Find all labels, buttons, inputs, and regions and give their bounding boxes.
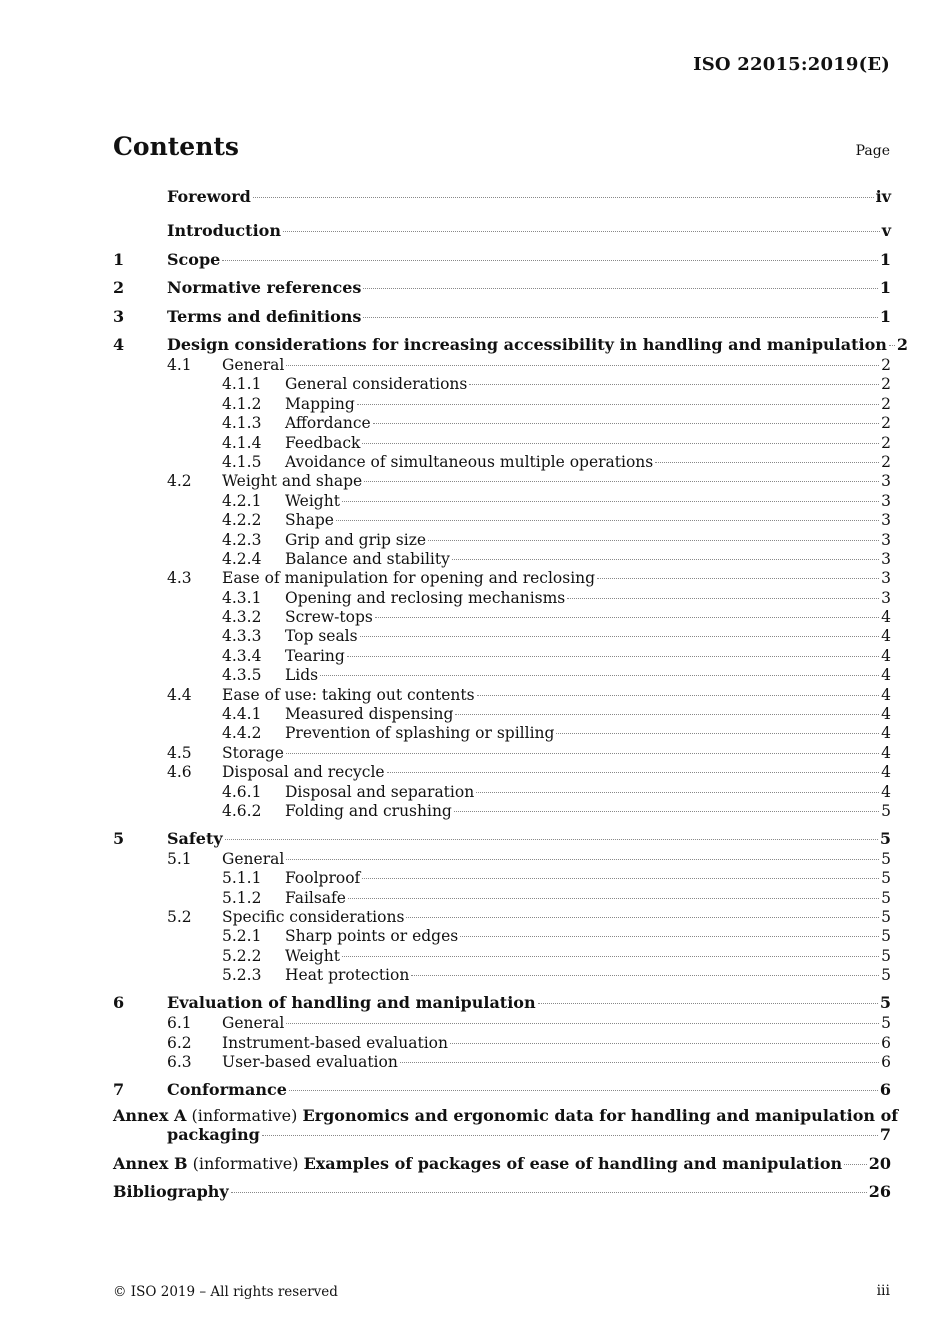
dot-leader: [289, 1090, 878, 1091]
toc-entry[interactable]: [113, 947, 891, 966]
toc-entry-number: 4.6.1: [222, 782, 262, 801]
toc-entry-title: Bibliography: [113, 1182, 229, 1201]
toc-entry-number: 4.4: [167, 685, 192, 704]
toc-entry-number: 7: [113, 1079, 125, 1099]
toc-entry-title: Balance and stability: [285, 549, 450, 568]
toc-entry-number: 6.1: [167, 1014, 192, 1033]
annex-label: Annex B: [113, 1153, 188, 1173]
toc-entry-number: 4.2: [167, 472, 192, 491]
toc-entry-number: 4.3.2: [222, 608, 262, 627]
dot-leader: [360, 636, 880, 637]
dot-leader: [342, 956, 879, 957]
toc-entry[interactable]: [113, 569, 891, 588]
toc-entry[interactable]: [113, 821, 891, 850]
page-column-label: Page: [855, 143, 890, 159]
toc-entry[interactable]: [113, 185, 891, 214]
toc-entry-page: 6: [879, 1079, 891, 1099]
toc-entry-number: 5.2: [167, 908, 192, 927]
toc-entry[interactable]: [113, 1034, 891, 1053]
dot-leader: [477, 695, 880, 696]
toc-entry-title: Disposal and recycle: [222, 763, 385, 782]
toc-entry-page: 2: [896, 335, 909, 354]
annex-entry[interactable]: [113, 1154, 891, 1173]
dot-leader: [538, 1003, 878, 1004]
toc-entry-number: 5.2.3: [222, 966, 262, 985]
dot-leader: [357, 404, 879, 405]
toc-entry-title: Weight and shape: [222, 472, 363, 491]
toc-entry[interactable]: [113, 889, 891, 908]
toc-entry-page: v: [881, 221, 891, 240]
toc-entry[interactable]: [113, 453, 891, 472]
toc-entry-title: Evaluation of handling and manipulation: [167, 993, 536, 1013]
toc-entry[interactable]: [113, 666, 891, 685]
toc-entry-title: Introduction: [167, 221, 281, 240]
toc-entry-title: Foolproof: [285, 869, 361, 888]
toc-entry-page: 4: [881, 724, 891, 743]
annex-line: [113, 1125, 891, 1144]
toc-entry[interactable]: [113, 472, 891, 491]
toc-entry-title: Opening and reclosing mechanisms: [285, 588, 566, 607]
toc-entry-number: 4.3.4: [222, 646, 262, 665]
toc-entry-number: 4.3.1: [222, 588, 262, 607]
annex-page: 20: [868, 1153, 891, 1173]
toc-entry[interactable]: [113, 434, 891, 453]
toc-entry-page: 2: [881, 433, 891, 452]
toc-entry-page: 4: [881, 705, 891, 724]
toc-entry-number: 4.3: [167, 569, 192, 588]
dot-leader: [362, 878, 879, 879]
toc-entry[interactable]: [113, 627, 891, 646]
toc-entry-title: Prevention of splashing or spilling: [285, 724, 555, 743]
annex-label: Annex A: [113, 1105, 187, 1125]
dot-leader: [556, 733, 879, 734]
toc-entry[interactable]: [113, 299, 891, 328]
annex-line: [113, 1105, 899, 1125]
toc-entry-page: 5: [881, 927, 891, 946]
toc-entry-page: 5: [881, 1014, 891, 1033]
toc-entry-number: 4.1.2: [222, 394, 262, 413]
toc-entry[interactable]: [113, 1014, 891, 1033]
dot-leader: [253, 197, 874, 198]
toc-entry-number: 4.3.5: [222, 666, 262, 685]
toc-entry[interactable]: [113, 927, 891, 946]
document-id: ISO 22015:2019(E): [693, 54, 890, 75]
toc-entry-page: 3: [881, 530, 891, 549]
toc-entry[interactable]: [113, 647, 891, 666]
toc-entry-title: General considerations: [285, 375, 468, 394]
toc-entry-number: 4.1.3: [222, 414, 262, 433]
dot-leader: [363, 317, 877, 318]
dot-leader: [428, 540, 879, 541]
toc-entry[interactable]: [113, 531, 891, 550]
toc-entry-bibliography[interactable]: [113, 1173, 891, 1202]
toc-entry-title: Avoidance of simultaneous multiple operations: [285, 452, 654, 471]
toc-entry-number: 4.2.4: [222, 549, 262, 568]
dot-leader: [375, 617, 879, 618]
toc-entry-title: Storage: [222, 743, 284, 762]
toc-entry-title: Disposal and separation: [285, 782, 475, 801]
toc-entry-number: 5.2.1: [222, 927, 262, 946]
dot-leader: [889, 345, 895, 346]
toc-entry-page: 5: [881, 966, 891, 985]
dot-leader: [348, 898, 879, 899]
toc-entry[interactable]: [113, 550, 891, 569]
toc-entry-page: 2: [881, 356, 891, 374]
dot-leader: [286, 753, 879, 754]
toc-entry-number: 4.4.2: [222, 724, 262, 743]
toc-entry-title: Measured dispensing: [285, 705, 454, 724]
toc-entry-title: Scope: [167, 249, 221, 269]
dot-leader: [387, 772, 880, 773]
dot-leader: [286, 859, 879, 860]
dot-leader: [262, 1135, 878, 1136]
toc-entry[interactable]: [113, 724, 891, 743]
toc-entry[interactable]: [113, 686, 891, 705]
dot-leader: [283, 231, 880, 232]
annex-type: (informative): [192, 1153, 299, 1173]
toc-entry-title: Instrument-based evaluation: [222, 1033, 448, 1052]
toc-entry-number: 4.3.3: [222, 627, 262, 646]
annex-title-continued: packaging: [167, 1125, 260, 1145]
toc-entry-title: General: [222, 1014, 285, 1033]
toc-entry[interactable]: [113, 356, 891, 375]
toc-entry[interactable]: [113, 1053, 891, 1072]
toc-entry[interactable]: [113, 1072, 891, 1101]
toc-entry-number: 4.4.1: [222, 705, 262, 724]
toc-entry[interactable]: [113, 802, 891, 821]
toc-entry-number: 6: [113, 993, 125, 1013]
toc-entry-title: Heat protection: [285, 966, 410, 985]
dot-leader: [364, 481, 879, 482]
toc-entry-page: 26: [868, 1182, 891, 1201]
toc-entry-title: Normative references: [167, 278, 362, 297]
toc-entry-title: Design considerations for increasing accessibility in handling and manipulation: [167, 335, 887, 354]
toc-entry-number: 5: [113, 828, 125, 848]
dot-leader: [469, 384, 879, 385]
toc-entry-page: 4: [881, 763, 891, 782]
dot-leader: [655, 462, 879, 463]
toc-entry[interactable]: [113, 908, 891, 927]
dot-leader: [400, 1062, 879, 1063]
annex-entry[interactable]: [113, 1105, 899, 1145]
toc-entry[interactable]: [113, 589, 891, 608]
toc-entry-number: 4.6.2: [222, 801, 262, 820]
toc-entry-page: 4: [881, 743, 891, 762]
table-of-contents: [113, 185, 909, 1202]
dot-leader: [225, 839, 878, 840]
toc-entry-number: 6.2: [167, 1033, 192, 1052]
toc-entry-page: 5: [879, 993, 891, 1013]
toc-entry-page: 5: [881, 946, 891, 965]
dot-leader: [286, 365, 879, 366]
toc-entry-number: 5.1.2: [222, 888, 262, 907]
toc-entry-title: User-based evaluation: [222, 1052, 398, 1071]
toc-entry-page: 2: [881, 394, 891, 413]
toc-entry-title: Lids: [285, 666, 319, 685]
toc-entry[interactable]: [113, 608, 891, 627]
dot-leader: [455, 714, 879, 715]
toc-entry-page: 4: [881, 666, 891, 685]
toc-entry-page: 3: [881, 511, 891, 530]
toc-entry[interactable]: [113, 328, 909, 357]
toc-entry-title: Ease of use: taking out contents: [222, 685, 475, 704]
toc-entry-number: 4.5: [167, 743, 192, 762]
page-title: Contents: [113, 132, 240, 161]
dot-leader: [347, 656, 879, 657]
toc-entry-title: Top seals: [285, 627, 358, 646]
toc-entry-page: 4: [881, 782, 891, 801]
dot-leader: [373, 423, 879, 424]
toc-entry[interactable]: [113, 492, 891, 511]
dot-leader: [362, 443, 879, 444]
toc-entry-title: General: [222, 356, 285, 374]
toc-entry-page: 6: [881, 1052, 891, 1071]
dot-leader: [450, 1043, 879, 1044]
toc-entry[interactable]: [113, 966, 891, 985]
toc-entry-page: 3: [881, 588, 891, 607]
toc-entry-title: General: [222, 849, 285, 868]
toc-entry-page: 5: [881, 849, 891, 868]
toc-entry-number: 4.1.1: [222, 375, 262, 394]
toc-entry-title: Tearing: [285, 646, 345, 665]
dot-leader: [597, 578, 879, 579]
annex-page: 7: [879, 1125, 891, 1145]
dot-leader: [336, 520, 879, 521]
toc-entry-page: 3: [881, 491, 891, 510]
toc-entry-number: 4.1.4: [222, 433, 262, 452]
toc-entry-title: Conformance: [167, 1079, 287, 1099]
toc-entry[interactable]: [113, 783, 891, 802]
toc-entry-page: 5: [881, 888, 891, 907]
dot-leader: [411, 975, 879, 976]
toc-entry-title: Terms and definitions: [167, 306, 362, 326]
dot-leader: [454, 811, 879, 812]
toc-entry[interactable]: [113, 375, 891, 394]
toc-entry-title: Folding and crushing: [285, 801, 452, 820]
toc-entry-number: 5.2.2: [222, 946, 262, 965]
toc-entry-title: Affordance: [285, 414, 371, 433]
toc-entry-page: 1: [879, 306, 891, 326]
toc-entry[interactable]: [113, 242, 891, 271]
toc-entry-page: iv: [875, 187, 891, 206]
toc-entry[interactable]: [113, 414, 891, 433]
toc-entry[interactable]: [113, 763, 891, 782]
toc-entry-number: 4.1.5: [222, 452, 262, 471]
toc-entry-number: 3: [113, 306, 125, 326]
dot-leader: [476, 792, 879, 793]
dot-leader: [452, 559, 879, 560]
toc-entry-title: Weight: [285, 946, 340, 965]
toc-entry-page: 4: [881, 608, 891, 627]
toc-entry-page: 4: [881, 685, 891, 704]
toc-entry-number: 4.1: [167, 356, 192, 374]
toc-entry-number: 5.1.1: [222, 869, 262, 888]
toc-entry-title: Grip and grip size: [285, 530, 427, 549]
toc-entry-title: Ease of manipulation for opening and reclosing: [222, 569, 596, 588]
toc-entry-number: 4: [113, 335, 125, 354]
toc-entry-title: Sharp points or edges: [285, 927, 459, 946]
toc-entry-title: Mapping: [285, 394, 355, 413]
toc-entry[interactable]: [113, 850, 891, 869]
toc-entry-number: 5.1: [167, 849, 192, 868]
dot-leader: [460, 936, 879, 937]
toc-entry-title: Feedback: [285, 433, 361, 452]
toc-entry-page: 2: [881, 452, 891, 471]
toc-entry-number: 6.3: [167, 1052, 192, 1071]
toc-entry[interactable]: [113, 986, 891, 1015]
toc-entry-number: 2: [113, 278, 125, 297]
toc-entry-page: 5: [881, 908, 891, 927]
dot-leader: [222, 260, 878, 261]
toc-entry-number: 4.6: [167, 763, 192, 782]
dot-leader: [567, 598, 879, 599]
dot-leader: [231, 1192, 867, 1193]
dot-leader: [363, 288, 877, 289]
page-number: iii: [876, 1283, 890, 1299]
toc-entry-page: 5: [879, 828, 891, 848]
toc-entry[interactable]: [113, 705, 891, 724]
toc-entry[interactable]: [113, 511, 891, 530]
toc-entry-page: 1: [879, 249, 891, 269]
toc-entry-page: 3: [881, 472, 891, 491]
annex-type: (informative): [191, 1105, 298, 1125]
toc-entry-page: 3: [881, 569, 891, 588]
dot-leader: [844, 1164, 867, 1165]
toc-entry-page: 5: [881, 869, 891, 888]
toc-entry-page: 1: [879, 278, 891, 297]
dot-leader: [320, 675, 879, 676]
toc-entry-page: 4: [881, 627, 891, 646]
toc-entry-page: 4: [881, 646, 891, 665]
toc-entry[interactable]: [113, 271, 891, 300]
toc-entry-number: 4.2.2: [222, 511, 262, 530]
annex-line: [113, 1154, 891, 1173]
dot-leader: [286, 1023, 879, 1024]
toc-entry-page: 5: [881, 801, 891, 820]
dot-leader: [406, 917, 879, 918]
toc-entry-number: 1: [113, 249, 125, 269]
toc-entry[interactable]: [113, 395, 891, 414]
toc-entry-number: 4.2.3: [222, 530, 262, 549]
toc-entry-title: Safety: [167, 828, 223, 848]
toc-entry-title: Failsafe: [285, 888, 346, 907]
toc-entry-title: Shape: [285, 511, 334, 530]
toc-entry-page: 2: [881, 375, 891, 394]
toc-entry[interactable]: [113, 214, 891, 243]
toc-entry-number: 4.2.1: [222, 491, 262, 510]
toc-entry-title: Screw-tops: [285, 608, 373, 627]
toc-entry-title: Foreword: [167, 187, 251, 206]
copyright-notice: © ISO 2019 – All rights reserved: [113, 1284, 338, 1300]
toc-entry[interactable]: [113, 869, 891, 888]
dot-leader: [342, 501, 879, 502]
toc-entry-title: Specific considerations: [222, 908, 405, 927]
annex-title: Ergonomics and ergonomic data for handling and manipulation of: [302, 1105, 899, 1125]
toc-entry-page: 2: [881, 414, 891, 433]
toc-entry[interactable]: [113, 744, 891, 763]
toc-entry-page: 3: [881, 549, 891, 568]
toc-entry-page: 6: [881, 1033, 891, 1052]
annex-title: Examples of packages of ease of handling and manipulation: [303, 1153, 843, 1173]
toc-entry-title: Weight: [285, 491, 340, 510]
